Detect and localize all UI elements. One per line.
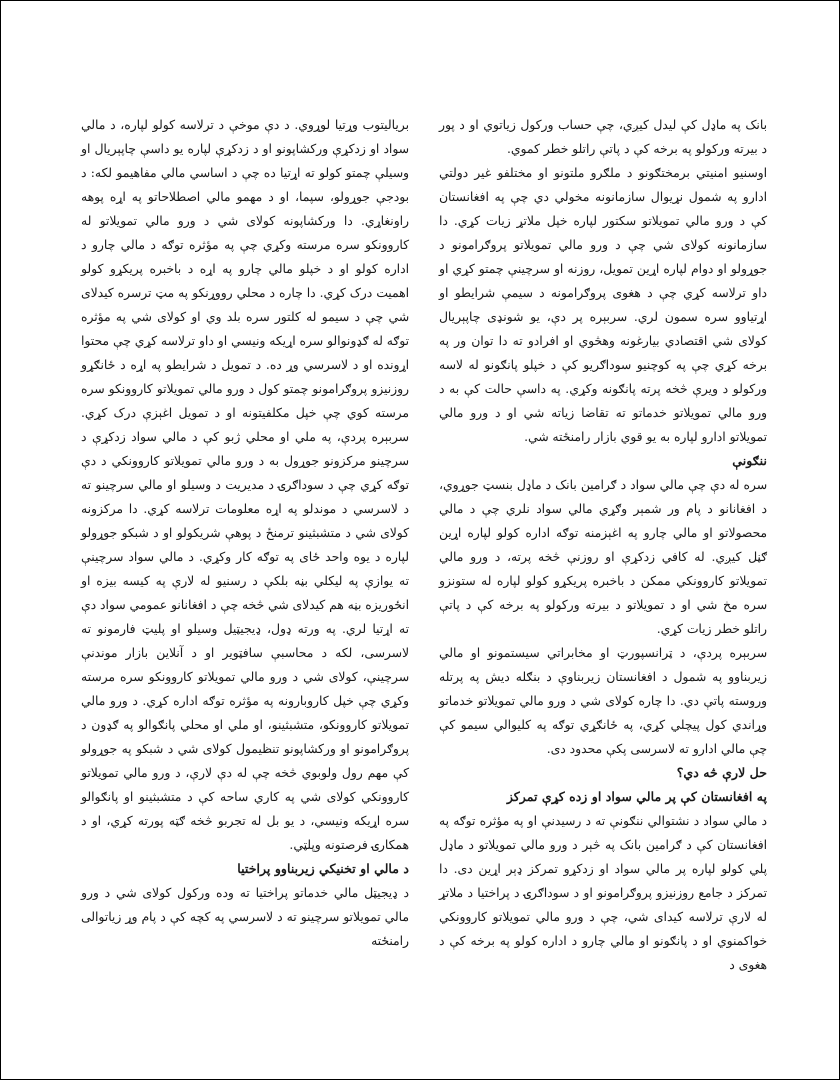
subsection-heading: د مالي او تخنيکي زيربناوو پراختيا [237,861,409,876]
paragraph: بانک په ماډل کې ليدل کيږي، چې حساب ورکول زياتوي او د پور د بيرته ورکولو په برخه کې د پاتې راتلو خطر کموي. [439,118,767,156]
right-column [439,113,767,977]
paragraph: سره له دې چې مالي سواد د ګرامين بانک د ماډل بنسټ جوړوي، د افغانانو د پام ور شمېر وګړي مالي سواد نلري چې د مالي محصولاتو او مالي چارو په اغېزمنه توګه اداره کولو لپاره اړين ګڼل کيږي. له کافي زدکړې او روزنې څخه پرته، د ورو مالي تمويلاتو کاروونکي ممکن د باخبره پريکړو کولو لپاره له ستونزو سره مخ شي او د تمويلاتو د بيرته ورکولو په برخه کې د پاتې راتلو خطر زيات کړي. [439,478,767,636]
paragraph: برياليتوب وړتيا لوړوي. د دې موخې د ترلاسه کولو لپاره، د مالي سواد او زدکړې ورکشاپونو او د زدکړې لپاره يو داسې چاپېريال او وسيلې چمتو کولو ته اړتيا ده چې د اساسي مالي مفاهيمو لکه: د بودجې جوړولو، سپما، او د مهمو مالي اصطلاحاتو په اړه پوهه راونغاړي. دا ورکشاپونه کولای شي د ورو مالي تمويلاتو له کاروونکو سره مرسته وکړي چې په مؤثره توګه د مالي چارو د اداره کولو او د خپلو مالي چارو په اړه د باخبره پريکړو کولو اهميت درک کړي. دا چاره د محلي رووړنکو په مټ ترسره کيدلای شي چې د سيمو له کلتور سره بلد وي او کولای شي په مؤثره توګه له ګډونوالو سره اړيکه ونيسي او داو ترلاسه کړي چې محتوا اړونده او د لاسرسي وړ ده. د تمويل د شرايطو په اړه د ځانګړو روزنيزو پروګرامونو چمتو کول د ورو مالي تمويلاتو کاروونکو سره مرسته کوي چې خپل مکلفيتونه او د تمويل اغېزې درک کړي. سربېره پردې، په ملي او محلي ژبو کې د مالي سواد زدکړې د سرچينو مرکزونو جوړول به د ورو مالي تمويلاتو کاروونکي د دې توګه کړي چې د سوداګرۍ د مديريت د وسيلو او مالي سرچينو ته د لاسرسي د موندلو په اړه معلومات ترلاسه کړي. دا مرکزونه کولای شي د متشبثينو ترمنځ د پوهې شريکولو او د شبکو جوړولو لپاره د يوه واحد ځای په توګه کار وکړي. د مالي سواد سرچينې ته يوازې په ليکلي بڼه بلکې د رسنيو له لارې په کيسه بيزه او انځوريزه بڼه هم کيدلای شي څخه چې د افغانانو عمومي سواد دې ته اړتيا لري. په ورته ډول، ډيجيټيل وسيلو او پليټ فارمونو ته لاسرسی، لکه د محاسبې سافټوير او د آنلاين بازار موندنې سرچينې، کولای شي د ورو مالي تمويلاتو کاروونکو سره مرسته وکړي چې خپل کاروبارونه په مؤثره توګه اداره کړي. د ورو مالي تمويلاتو کاروونکو، متشبثينو، او ملي او محلي پانګوالو په ګډون د پروګرامونو او ورکشاپونو تنظيمول کولای شي د شبکو په جوړولو کې مهم رول ولوبوي څخه چې له دې لارې، د ورو مالي تمويلاتو کاروونکي کولای شي په کاري ساحه کې د متشبثينو او پانګوالو سره اړيکه ونيسي، د يو بل له تجربو څخه ګټه پورته کړي، او د همکارۍ فرصتونه وپلټي. [81,118,409,852]
subsection-heading: په افغانستان کې پر مالي سواد او زده کړې تمرکز [506,789,767,804]
section-heading: ننګونې [732,453,767,468]
paragraph: د مالي سواد د نشتوالي ننګونې ته د رسيدنې او په مؤثره توګه په افغانستان کې د ګرامين بانک په څېر د ورو مالي تمويلاتو د ماډل پلي کولو لپاره پر مالي سواد او زدکړو تمرکز ډېر اړين دی. دا تمرکز د جامع روزنيزو پروګرامونو او د سوداګرۍ د پراختيا د ملاتړ له لارې ترلاسه کيدای شي، چې د ورو مالي تمويلاتو کاروونکي خواکمنوي او د پانګونو او مالي چارو د اداره کولو په برخه کې د هغوی د [439,814,767,972]
section-heading: حل لارې څه دي؟ [676,765,767,780]
paragraph: د ډيجيټل مالي خدماتو پراختيا ته وده ورکول کولای شي د ورو مالي تمويلاتو سرچينو ته د لاسرسي په کچه کې د پام وړ زياتوالی رامنځته [81,886,409,948]
left-column [81,113,409,953]
paragraph: سربېره پردې، د ټرانسپورټ او مخابراتي سيستمونو او مالي زيربناوو په شمول د افغانستان زيربناوې د بنګله ديش په پرتله وروسته پاتې دي. دا چاره کولای شي د ورو مالي تمويلاتو خدماتو وړاندي کول پيچلي کړي، په ځانګړي توګه په کليوالي سيمو کې چې مالي ادارو ته لاسرسی پکې محدود دی. [439,646,767,756]
paragraph: اوسنيو امنيتي برمختګونو د ملګرو ملتونو او مختلفو غير دولتي ادارو په شمول نړيوال سازمانونه مخولي دي چې په افغانستان کې د ورو مالي تمويلاتو سکتور لپاره خپل ملاتړ زيات کړي. دا سازمانونه کولای شي چې د ورو مالي تمويلاتو پروګرامونو د جوړولو او دوام لپاره اړين تمويل، روزنه او سرچينې چمتو کړي او داو ترلاسه کړي چې د هغوی پروګرامونه د سيمې شرايطو او اړتياوو سره سمون لري. سربېره پر دې، يو شونډی چاپېريال کولای شي اقتصادي بيارغونه وهڅوي او افرادو ته دا توان ور په برخه کړي چې په کوچنيو سوداګريو کې د خپلو پانګونو له لاسه ورکولو د ويرې څخه پرته پانګونه وکړي. په داسې حالت کې به د ورو مالي تمويلاتو خدماتو ته تقاضا زياته شي او د ورو مالي تمويلاتو ادارو لپاره به يو قوي بازار رامنځته شي. [439,166,767,444]
